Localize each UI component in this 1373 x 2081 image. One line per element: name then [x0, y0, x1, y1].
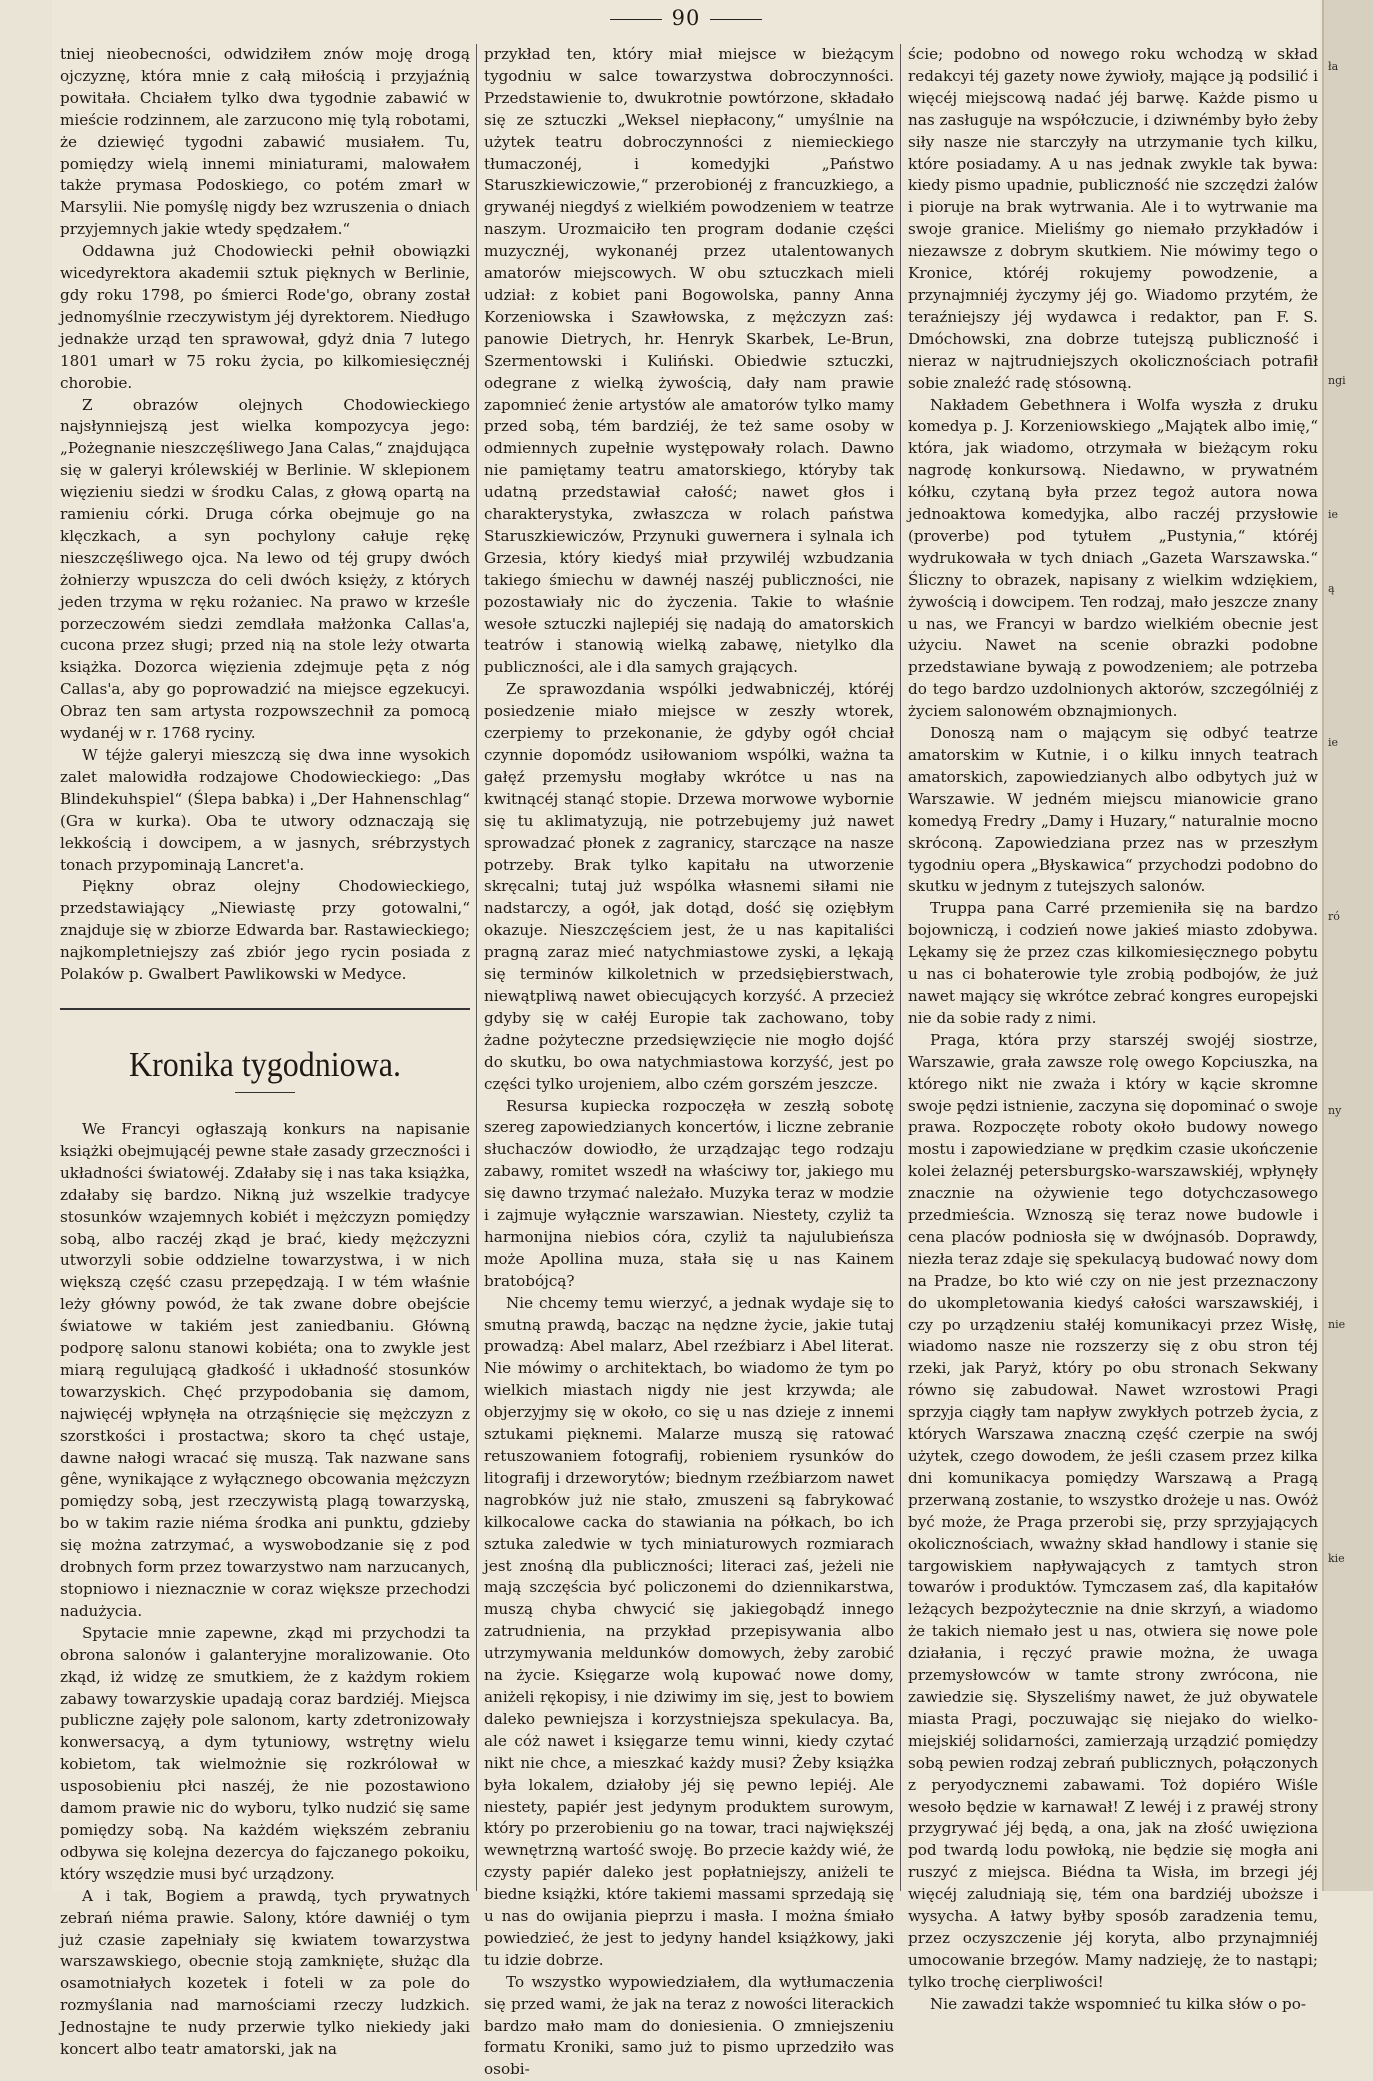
paragraph: tniej nieobecności, odwidziłem znów moję drogą ojczyznę, która mnie z całą miłością i przyjaźnią powitała. Chciałem tylko dwa tygodnie zabawić w mieście rodzinnem, ale zarzucono mię tylą robotami, że dziewięć tygodni zabawić musiałem. Tu, pomiędzy wielą innemi miniaturami, malowałem także prymasa Podoskiego, co potém zmarł w Marsylii. Nie pomyślę nigdy bez wzruszenia o dniach przyjemnych jakie wtedy spędzałem.“ [60, 45, 470, 239]
paragraph: Truppa pana Carré przemieniła się na bardzo bojowniczą, i codzień nowe jakieś miasto zdobywa. Lękamy się że przez czas kilkomiesięcznego pobytu u nas ci bohaterowie tyle zrobią podbojów, że już nawet mający się wkrótce zebrać kongres europejski nie da sobie rady z nimi. [908, 899, 1318, 1027]
adjacent-fragment: ie [1328, 508, 1339, 521]
paragraph: Nakładem Gebethnera i Wolfa wyszła z druku komedya p. J. Korzeniowskiego „Majątek albo imię,“ która, jak wiadomo, otrzymała w bieżącym roku nagrodę konkursową. Niedawno, w prywatném kółku, czytaną była przez tegoż autora nowa jednoaktowa komedyjka, albo raczéj przysłowie (proverbe) pod tytułem „Pustynia,“ któréj wydrukowała w tych dniach „Gazeta Warszawska.“ Śliczny to obrazek, napisany z wielkim wdziękiem, żywością i dowcipem. Ten rodzaj, mało jeszcze znany u nas, we Francyi w bardzo wielkiém obecnie jest użyciu. Nawet na scenie obrazki podobne przedstawiane bywają z powodzeniem; ale potrzeba do tego bardzo uzdolnionych aktorów, szczególniéj z życiem salonowém obznajmionych. [908, 395, 1318, 721]
column-divider-2 [900, 44, 901, 1891]
paragraph: A i tak, Bogiem a prawdą, tych prywatnych zebrań niéma prawie. Salony, które dawniéj o tym już czasie zapełniały się kwiatem towarzystwa warszawskiego, obecnie stoją zamknięte, służąc dla osamotniałych kozetek i foteli w za pole do rozmyślania nad marnościami rzeczy ludzkich. Jednostajne te nudy przerwie tylko niekiedy jaki koncert albo teatr amatorski, jak na [60, 1886, 470, 2059]
paragraph: Ze sprawozdania wspólki jedwabniczéj, któréj posiedzenie miało miejsce w zeszły wtorek, czerpiemy to przekonanie, że gdyby ogół chciał czynnie dopomódz usiłowaniom wspólki, ważna ta gałęź przemysłu mogłaby wkrótce u nas na kwitnącéj stanąć stopie. Drzewa morwowe wybornie się tu aklimatyzują, nie potrzebujemy już nawet sprowadzać płonek z zagranicy, starczące na nasze potrzeby. Brak tylko kapitału na utworzenie skręcalni; tutaj już wspólka własnemi siłami nie nadstarczy, a ogół, jak dotąd, dość się oziębłym okazuje. Nieszczęściem jest, że u nas kapitaliści pragną zaraz mieć natychmiastowe zyski, a lękają się terminów kilkoletnich w przedsiębierstwach, niewątpliwą nawet obiecujących korzyść. A przecież gdyby się w całéj Europie tak zachowano, toby żadne pożyteczne przedsięwzięcie nie mogło dojść do skutku, bo owa natychmiastowa korzyść, jest po części tylko urojeniem, albo czém gorszém jeszcze. [484, 680, 894, 1093]
column-divider-1 [476, 44, 477, 1891]
paragraph: Donoszą nam o mającym się odbyć teatrze amatorskim w Kutnie, i o kilku innych teatrach amatorskich, zapowiedzianych albo odbytych już w Warszawie. W jedném miejscu mianowicie grano komedyą Fredry „Damy i Huzary,“ naturalnie mocno skróconą. Zapowiedziana przez nas w przeszłym tygodniu opera „Błyskawica“ przychodzi podobno do skutku w jednym z tutejszych salonów. [908, 724, 1318, 896]
adjacent-fragment: ngi [1328, 374, 1346, 387]
paragraph: Z obrazów olejnych Chodowieckiego najsłynniejszą jest wielka kompozycya jego: „Pożegnanie nieszczęśliwego Jana Calas,“ znajdująca się w galeryi królewskiéj w Berlinie. W sklepionem więzieniu siedzi w środku Calas, z głową opartą na ramieniu córki. Druga córka obejmuje go na klęczkach, a syn pochylony całuje rękę nieszczęśliwego ojca. Na lewo od téj grupy dwóch żołnierzy wpuszcza do celi dwóch księży, z których jeden trzyma w ręku rożaniec. Na prawo w krześle porzeczowém siedzi zemdlała małżonka Callas'a, cucona przez sługi; przed nią na stole leży otwarta książka. Dozorca więzienia zdejmuje pęta z nóg Callas'a, aby go poprowadzić na miejsce egzekucyi. Obraz ten sam artysta rozpowszechnił za pomocą wydanéj w r. 1768 ryciny. [60, 395, 470, 743]
column-3 [908, 44, 1318, 2016]
paragraph: Piękny obraz olejny Chodowieckiego, przedstawiający „Niewiastę przy gotowalni,“ znajduje się w zbiorze Edwarda bar. Rastawieckiego; najkompletniejszy zaś zbiór jego rycin posiada z Polaków p. Gwalbert Pawlikowski w Medyce. [60, 877, 470, 984]
column-1 [60, 44, 470, 2061]
paragraph: ście; podobno od nowego roku wchodzą w skład redakcyi téj gazety nowe żywioły, mające ją podsilić i więcéj miejscową nadać jéj barwę. Każde pismo u nas zasługuje na współczucie, i dziwnémby było żeby siły nasze nie starczyły na utrzymanie tych kilku, które posiadamy. A u nas jednak zwykle tak bywa: kiedy pismo upadnie, publiczność nie szczędzi żalów i pioruje na brak wytrwania. Ale i to wytrwanie ma swoje granice. Mieliśmy go niemało przykładów i niezawsze z dobrym skutkiem. Nie mówimy tego o Kronice, któréj rokujemy powodzenie, a przynajmniéj życzymy jéj go. Wiadomo przytém, że teraźniejszy jéj wydawca i redaktor, pan F. S. Dmóchowski, zna dobrze tutejszą publiczność i nieraz w najtrudniejszych okolicznościach potrafił sobie znaleźć radę stósowną. [908, 45, 1318, 392]
adjacent-fragment: ie [1328, 736, 1339, 749]
page-number-rule-right [710, 19, 762, 20]
paragraph: Spytacie mnie zapewne, zkąd mi przychodzi ta obrona salonów i galanteryjne moralizowanie. Oto zkąd, iż widzę ze smutkiem, że z każdym rokiem zabawy towarzyskie upadają coraz bardziéj. Miejsca publiczne zajęły pole salonom, karty zdetronizowały konwersacyą, a dym tytuniowy, wstrętny wielu kobietom, tak wielmożnie się rozkrólował w usposobieniu płci naszéj, że nie pozostawiono damom prawie nic do wyboru, tylko nudzić się same pomiędzy sobą. Na każdém większém zebraniu odbywa się kolejna dezercya do fajczanego pokoiku, który wszędzie musi być urządzony. [60, 1623, 470, 1883]
paragraph: We Francyi ogłaszają konkurs na napisanie książki obejmującéj pewne stałe zasady grzeczności i układności światowéj. Zdałaby się i nas taka książka, zdałaby się bardzo. Nikną już wszelkie tradycye stosunków wzajemnych kobiét i mężczyzn pomiędzy sobą, albo raczéj zkąd je brać, kiedy mężczyzni utworzyli sobie oddzielne towarzystwa, i w nich większą część czasu przepędzają. I w tém właśnie leży główny powód, że tak zwane dobre obejście światowe w takiém jest zaniedbaniu. Główną podporę salonu stanowi kobiéta; ona to zwykle jest miarą regulującą gładkość i układność stosunków towarzyskich. Chęć przypodobania się damom, najwięcéj wpłynęła na otrząśnięcie się mężczyzn z szorstkości i prostactwa; skoro ta chęć ustaje, dawne nałogi wracać się muszą. Tak nazwane sans gêne, wynikające z wyłącznego obcowania mężczyzn pomiędzy sobą, jest rzeczywistą plagą towarzyską, bo w takim razie niéma środka ani punktu, gdzieby się można zatrzymać, a wyswobodzanie się z pod drobnych form przez towarzystwo nam narzucanych, stopniowo i nieznacznie w coraz większe przechodzi nadużycia. [60, 1119, 470, 1620]
page-number-rule-left [610, 19, 662, 20]
adjacent-fragment: nie [1328, 1318, 1346, 1331]
paragraph: W téjże galeryi mieszczą się dwa inne wysokich zalet malowidła rodzajowe Chodowieckiego: „Das Blindekuhspiel“ (Ślepa babka) i „Der Hahnenschlag“ (Gra w kurka). Oba te utwory odznaczają się lekkością i dowcipem, a w jasnych, srébrzystych tonach przypominają Lancret'a. [60, 746, 470, 874]
paragraph: Praga, która przy starszéj swojéj siostrze, Warszawie, grała zawsze rolę owego Kopciuszka, na którego nikt nie zważa i który w kącie skromne swoje pędzi istnienie, zaczyna się dopominać o swoje prawa. Rozpoczęte roboty około budowy nowego mostu i zapowiedziane w prędkim czasie ukończenie kolei żelaznéj petersburgsko-warszawskiéj, wpłynęły znacznie na ożywienie tego dotychczasowego przedmieścia. Wznoszą się teraz nowe budowle i cena placów podniosła się w dwójnasób. Doprawdy, niezła teraz zdaje się spekulacyą budować nowy dom na Pradze, bo kto wié czy on nie jest przeznaczony do ukompletowania kiedyś całości warszawskiéj, i czy po urządzeniu stałéj komunikacyi przez Wisłę, wiadomo nasze nie rozszerzy się z obu stron téj rzeki, jak Paryż, który po obu stronach Sekwany równo się zabudował. Nawet wzrostowi Pragi sprzyja ciągły tam napływ zwykłych potrzeb życia, z których Warszawa znaczną część czerpie na swój użytek, czego dowodem, że jeśli czasem przez kilka dni komunikacya pomiędzy Warszawą a Pragą przerwaną zostanie, to wszystko drożeje u nas. Owóż być może, że Praga przerobi się, przy sprzyjających okolicznościach, wważny skład handlowy i stanie się targowiskiem napływających z tamtych stron towarów i produktów. Tymczasem zaś, dla kapitałów leżących bezpożytecznie na dnie skrzyń, a wiadomo że takich niemało jest u nas, otwiera się nowe pole działania, i ręczyć prawie można, że uwaga przemysłowców w tamte strony zwrócona, nie zawiedzie się. Słyszeliśmy nawet, że już obywatele miasta Pragi, poczuwając się niejako do wielko-miejskiéj solidarności, zamierzają urządzić pomiędzy sobą pewien rodzaj zebrań publicznych, połączonych z peryodycznemi zabawami. Toż dopiéro Wiśle wesoło będzie w karnawał! Z lewéj i z prawéj strony przygrywać jéj będą, a ona, jak na złość uwięziona pod twardą lodu powłoką, nie będzie się mogła ani ruszyć z miejsca. Biédna ta Wisła, im brzegi jéj więcéj zaludniają się, tém ona bardziéj uboższe i wysycha. A łatwy byłby sposób zaradzenia temu, przez oczyszczenie jéj koryta, albo przynajmniéj umocowanie brzegów. Mamy nadzieję, że to nastąpi; tylko trochę cierpliwości! [908, 1030, 1318, 1991]
adjacent-fragment: ró [1328, 910, 1340, 923]
page-number-text: 90 [671, 6, 701, 30]
adjacent-fragment: ła [1328, 60, 1339, 73]
adjacent-page-edge [1322, 0, 1373, 1891]
paragraph: Oddawna już Chodowiecki pełnił obowiązki wicedyrektora akademii sztuk pięknych w Berlinie, gdy roku 1798, po śmierci Rode'go, obrany został jednomyślnie rzeczywistym jéj dyrektorem. Niedługo jednakże urząd ten sprawował, gdyż dnia 7 lutego 1801 umarł w 75 roku życia, po kilkomiesięcznéj chorobie. [60, 242, 470, 392]
paragraph: To wszystko wypowiedziałem, dla wytłumaczenia się przed wami, że jak na teraz z nowości literackich bardzo mało mam do doniesienia. O zmniejszeniu formatu Kroniki, samo już to pismo uprzedziło was osobi- [484, 1972, 894, 2079]
page-number [52, 6, 1320, 30]
adjacent-fragment: ny [1328, 1104, 1342, 1117]
paragraph: Nie chcemy temu wierzyć, a jednak wydaje się to smutną prawdą, bacząc na nędzne życie, jakie tutaj prowadzą: Abel malarz, Abel rzeźbiarz i Abel literat. Nie mówimy o architektach, bo wiadomo że tym po wielkich miastach nigdy nie jest krzywda; ale objerzyjmy się w około, co się u nas dzieje z innemi sztukami pięknemi. Malarze muszą się ratować retuszowaniem fotografij, robieniem rysunków do litografij i drzeworytów; biednym rzeźbiarzom nawet nagrobków już nie stało, zmuszeni są fabrykować kilkocalowe cacka do stawiania na półkach, bo ich sztuka zaledwie w tych miniaturowych rozmiarach jest znośną dla publiczności; literaci zaś, jeżeli nie mają szczęścia być policzonemi do dziennikarstwa, muszą chyba chwycić się jakiegobądź innego zatrudnienia, na przykład przepisywania albo utrzymywania meldunków domowych, żeby zarobić na życie. Księgarze wolą kupować nowe domy, aniżeli rękopisy, i nie dziwimy im się, jest to bowiem daleko pewniejsza i korzystniejsza spekulacya. Ba, ale cóż nawet i księgarze temu winni, kiedy czytać nikt nie chce, a mieszkać każdy musi? Żeby książka była lokalem, działoby jéj się pewno lepiéj. Ale niestety, papiér jest jedynym produktem surowym, który po przerobieniu go na towar, traci największéj wewnętrzną wartość swoję. Bo przecie każdy wié, że czysty papiér daleko jest popłatniejszy, aniżeli te biedne książki, które takiemi massami sprzedają się u nas do owijania pieprzu i masła. I można śmiało powiedzieć, że jest to jedyny handel książkowy, jaki tu idzie dobrze. [484, 1293, 894, 1969]
section-title: Kronika tygodniowa. [129, 1044, 401, 1084]
paragraph: przykład ten, który miał miejsce w bieżącym tygodniu w salce towarzystwa dobroczynności. Przedstawienie to, dwukrotnie powtórzone, składało się ze sztuczki „Weksel niepłacony,“ umyślnie na użytek teatru dobroczynności z niemieckiego tłumaczonéj, i komedyjki „Państwo Staruszkiewiczowie,“ przerobionéj z francuzkiego, a grywanéj niegdyś z wielkiém powodzeniem w teatrze naszym. Urozmaiciło ten program dodanie części muzycznéj, wykonanéj przez utalentowanych amatorów miejscowych. W obu sztuczkach mieli udział: z kobiet pani Bogowolska, panny Anna Korzeniowska i Szawłowska, z mężczyzn zaś: panowie Dietrych, hr. Henryk Skarbek, Le-Brun, Szermentowski i Kuliński. Obiedwie sztuczki, odegrane z wielką żywością, dały nam prawie zapomnieć żenie artystów ale amatorów tylko mamy przed sobą, tém bardziéj, że też same osoby w odmiennych zupełnie występowały rolach. Dawno nie pamiętamy teatru amatorskiego, któryby tak udatną przedstawiał całość; nawet głos i charakterystyka, zwłaszcza w rolach państwa Staruszkiewiczów, Przynuki guwernera i sylnala ich Grzesia, który kiedyś miał przywiléj wzbudzania takiego śmiechu w dawnéj naszéj publiczności, nie pozostawiały nic do życzenia. Takie to właśnie wesołe sztuczki najlepiéj się nadają do amatorskich teatrów i stanowią wielką zabawę, nietylko dla publiczności, ale i dla samych grających. [484, 45, 894, 677]
paragraph: Resursa kupiecka rozpoczęła w zeszłą sobotę szereg zapowiedzianych koncertów, i liczne zebranie słuchaczów dowiodło, że urządzając tego rodzaju zabawy, romitet wszedł na właściwy tor, jakiego mu się dawno trzymać należało. Muzyka teraz w modzie i zajmuje wyłącznie warszawian. Niestety, czyliż ta harmonijna niebios córa, czyliż ta najulubieńsza może Apollina muza, stała się u nas Kainem bratobójcą? [484, 1096, 894, 1290]
newspaper-page [52, 0, 1320, 2079]
adjacent-fragment: kie [1328, 1552, 1345, 1565]
paragraph: Nie zawadzi także wspomnieć tu kilka słów o po- [930, 1994, 1307, 2013]
adjacent-fragment: ą [1328, 582, 1335, 595]
title-underline [235, 1092, 295, 1093]
section-divider [60, 1008, 470, 1010]
column-2 [484, 44, 894, 2081]
